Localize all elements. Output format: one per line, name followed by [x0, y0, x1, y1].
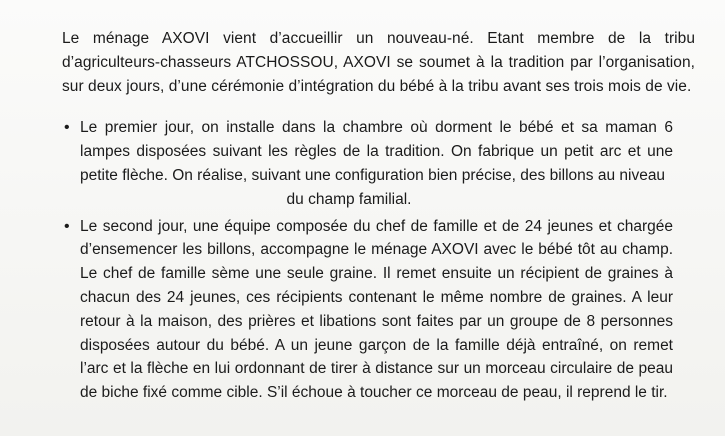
- bullet-item-first-day: [64, 116, 695, 211]
- bullet-text: Le second jour, une équipe composée du chef de famille et de 24 jeunes et chargée d’ensemencer les billons, accompagne le ménage AXOVI avec le bébé tôt au champ. Le chef de famille sème une seule graine. Il remet ensuite un récipient de graines à chacun des 24 jeunes, ces récipients contenant le même nombre de graines. A leur retour à la maison, des prières et libations sont faites par un groupe de 8 personnes disposées autour du bébé. A un jeune garçon de la famille déjà entraîné, on remet l’arc et la flèche en lui ordonnant de tirer à distance sur un morceau circulaire de peau de biche fixé comme cible. S’il échoue à toucher ce morceau de peau, il reprend le tir.: [80, 217, 673, 402]
- intro-paragraph: Le ménage AXOVI vient d’accueillir un nouveau-né. Etant membre de la tribu d’agriculteurs-chasseurs ATCHOSSOU, AXOVI se soumet à la tradition par l’organisation, sur deux jours, d’une cérémonie d’intégration du bébé à la tribu avant ses trois mois de vie.: [62, 30, 695, 95]
- bullet-icon: •: [64, 217, 70, 235]
- bullet-centered-line: du champ familial.: [286, 190, 412, 208]
- bullet-main-text: Le premier jour, on installe dans la chambre où dorment le bébé et sa maman 6 lampes disposées suivant les règles de la tradition. On fabrique un petit arc et une petite flèche. On réalise, suivant une configuration bien précise, des billons au niveau: [80, 119, 673, 184]
- bullet-list: [62, 116, 695, 405]
- bullet-item-second-day: [64, 215, 695, 405]
- bullet-text: [80, 116, 673, 211]
- bullet-icon: •: [64, 119, 70, 137]
